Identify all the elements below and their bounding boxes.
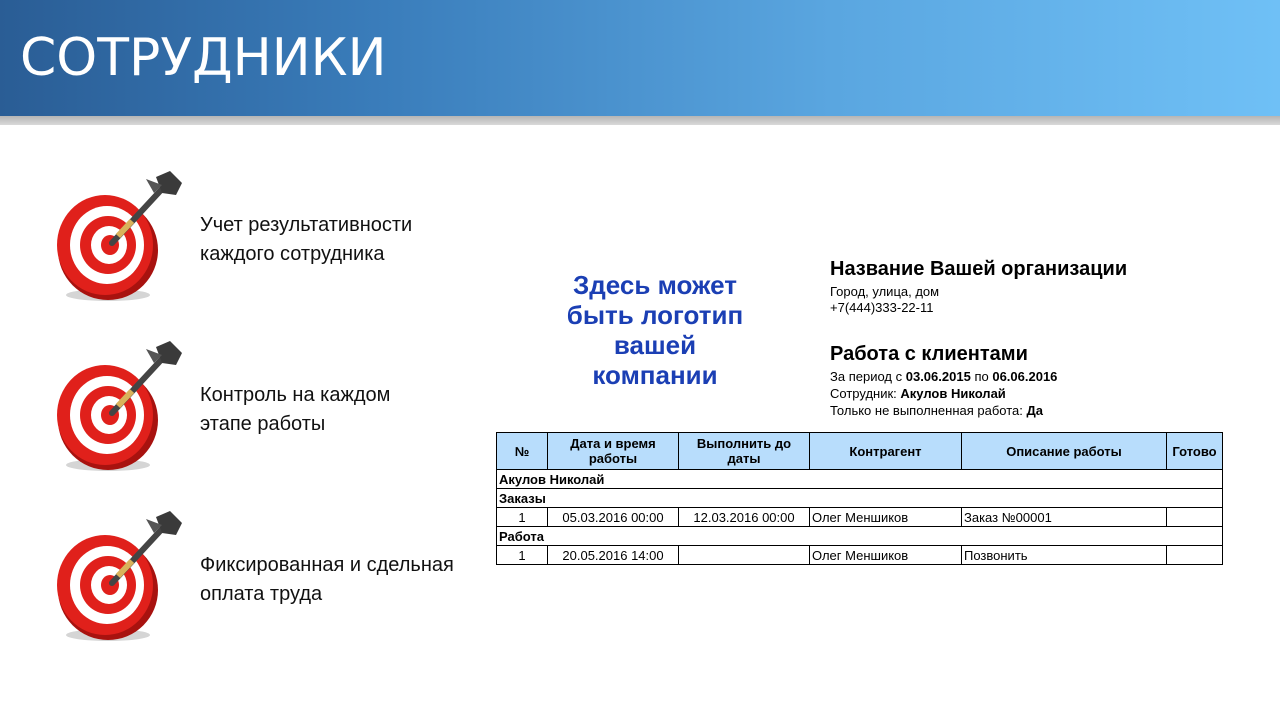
feature-line: оплата труда — [200, 583, 323, 605]
feature-item — [50, 505, 500, 645]
period-to: 06.06.2016 — [992, 369, 1058, 384]
feature-text — [200, 381, 490, 439]
organization-address: Город, улица, дом — [830, 284, 940, 299]
column-header: Выполнить до даты — [679, 433, 810, 470]
table-row — [497, 508, 1223, 527]
slide-title: СОТРУДНИКИ — [20, 28, 387, 88]
target-dart-icon — [50, 335, 190, 475]
report-period — [830, 369, 1057, 384]
header-divider — [0, 116, 1280, 125]
logo-line: быть логотип — [566, 300, 744, 330]
target-dart-icon — [50, 505, 190, 645]
feature-line: Контроль на каждом — [200, 384, 391, 406]
section-orders: Заказы — [497, 489, 1223, 508]
column-header: Описание работы — [962, 433, 1167, 470]
cell-counterparty: Олег Меншиков — [810, 546, 962, 565]
column-header: Дата и время работы — [548, 433, 679, 470]
organization-name: Название Вашей организации — [830, 258, 1128, 280]
logo-line: компании — [592, 360, 718, 390]
employee-name: Акулов Николай — [900, 386, 1006, 401]
period-to-label: по — [974, 369, 989, 384]
feature-item — [50, 335, 500, 475]
column-header: № — [497, 433, 548, 470]
cell-description: Позвонить — [962, 546, 1167, 565]
cell-due — [679, 546, 810, 565]
cell-num: 1 — [497, 508, 548, 527]
table-row — [497, 546, 1223, 565]
section-row — [497, 527, 1223, 546]
period-label: За период с — [830, 369, 903, 384]
logo-placeholder — [530, 270, 780, 390]
cell-done — [1167, 508, 1223, 527]
report-filter — [830, 403, 1043, 418]
report-table — [496, 432, 1223, 565]
filter-label: Только не выполненная работа: — [830, 403, 1023, 418]
feature-line: этапе работы — [200, 413, 326, 435]
cell-done — [1167, 546, 1223, 565]
feature-item — [50, 165, 500, 305]
employee-label: Сотрудник: — [830, 386, 897, 401]
cell-datetime: 05.03.2016 00:00 — [548, 508, 679, 527]
cell-num: 1 — [497, 546, 548, 565]
period-from: 03.06.2015 — [905, 369, 971, 384]
report-title: Работа с клиентами — [830, 343, 1028, 365]
table-header-row — [497, 433, 1223, 470]
feature-line: Фиксированная и сдельная — [200, 554, 454, 576]
group-row — [497, 470, 1223, 489]
report-employee — [830, 386, 1006, 401]
target-dart-icon — [50, 165, 190, 305]
feature-line: каждого сотрудника — [200, 243, 385, 265]
cell-counterparty: Олег Меншиков — [810, 508, 962, 527]
section-work: Работа — [497, 527, 1223, 546]
feature-text — [200, 211, 490, 269]
cell-due: 12.03.2016 00:00 — [679, 508, 810, 527]
column-header: Контрагент — [810, 433, 962, 470]
group-name: Акулов Николай — [497, 470, 1223, 489]
organization-phone: +7(444)333-22-11 — [830, 300, 934, 315]
cell-description: Заказ №00001 — [962, 508, 1167, 527]
feature-line: Учет результативности — [200, 214, 413, 236]
feature-text — [200, 551, 490, 609]
logo-line: Здесь может — [573, 270, 737, 300]
column-header: Готово — [1167, 433, 1223, 470]
section-row — [497, 489, 1223, 508]
filter-value: Да — [1026, 403, 1044, 418]
cell-datetime: 20.05.2016 14:00 — [548, 546, 679, 565]
logo-line: вашей — [613, 330, 697, 360]
